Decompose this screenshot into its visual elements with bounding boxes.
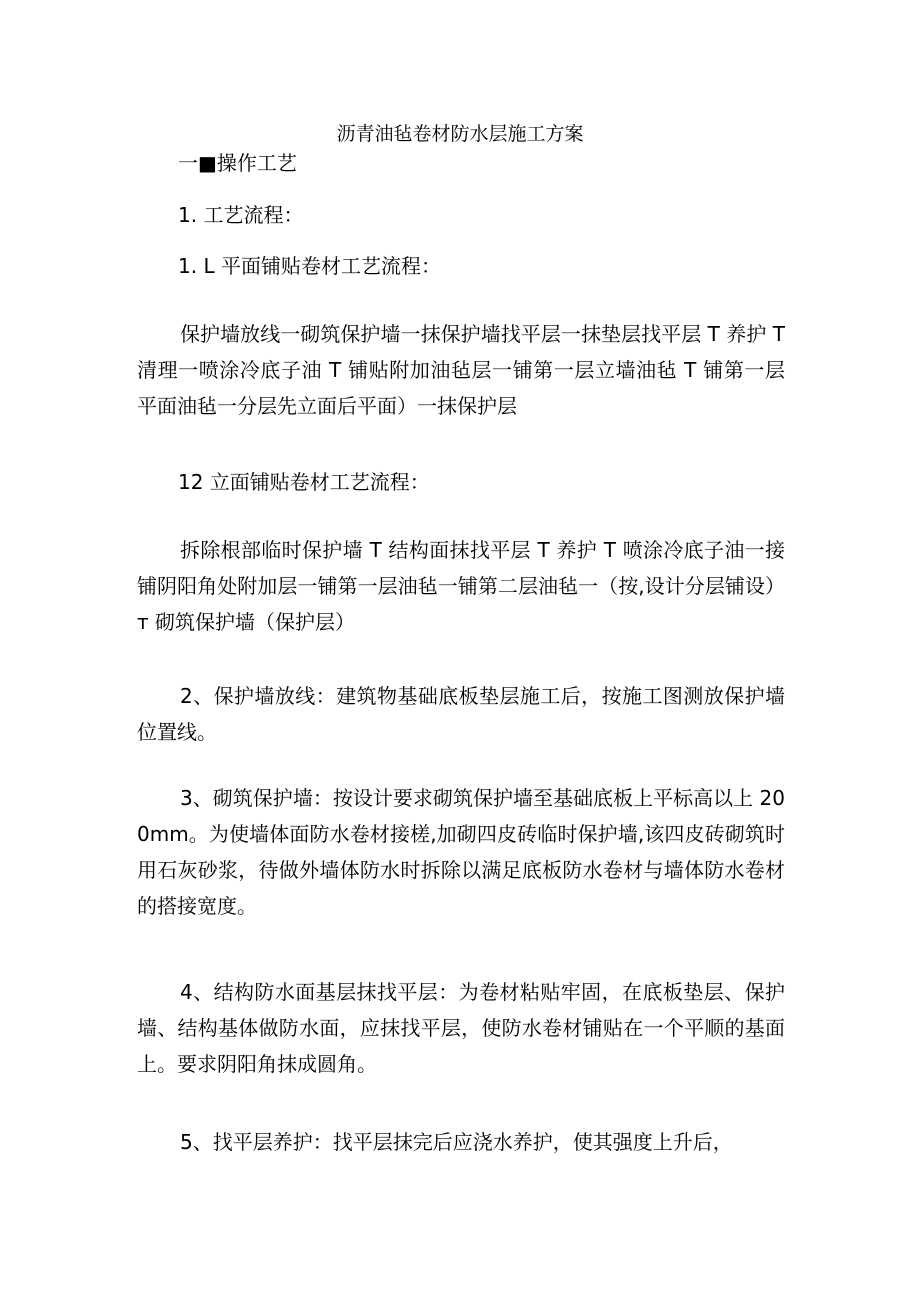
paragraph-plane-flow: 保护墙放线一砌筑保护墙一抹保护墙找平层一抹垫层找平层 T 养护 T 清理一喷涂冷底子油 T 铺贴附加油毡层一铺第一层立墙油毡 T 铺第一层平面油毡一分层先立面后平面）一抹保护层 — [137, 322, 785, 418]
paragraph-step-3: 3、砌筑保护墙：按设计要求砌筑保护墙至基础底板上平标高以上 200mm。为使墙体面防水卷材接槎,加砌四皮砖临时保护墙,该四皮砖砌筑时用石灰砂浆，待做外墙体防水时拆除以满足底板防水卷材与墙体防水卷材的搭接宽度。 — [137, 786, 785, 918]
subheading-process-flow: 1. 工艺流程： — [178, 203, 304, 227]
subheading-plane-flow: 1. L 平面铺贴卷材工艺流程： — [178, 254, 441, 278]
paragraph-vertical-flow: 拆除根部临时保护墙 T 结构面抹找平层 T 养护 T 喷涂冷底子油一接铺阴阳角处附加层一铺第一层油毡一铺第二层油毡一（按,设计分层铺设）т 砌筑保护墙（保护层） — [137, 538, 785, 634]
document-title: 沥青油毡卷材防水层施工方案 — [336, 123, 584, 145]
paragraph-step-5: 5、找平层养护：找平层抹完后应浇水养护，使其强度上升后， — [180, 1130, 733, 1154]
paragraph-step-2: 2、保护墙放线：建筑物基础底板垫层施工后，按施工图测放保护墙位置线。 — [137, 684, 785, 744]
subheading-vertical-flow: 12 立面铺贴卷材工艺流程： — [178, 470, 430, 494]
section-heading: 一■操作工艺 — [178, 151, 297, 175]
paragraph-step-4: 4、结构防水面基层抹找平层：为卷材粘贴牢固，在底板垫层、保护墙、结构基体做防水面，应抹找平层，使防水卷材铺贴在一个平顺的基面上。要求阴阳角抹成圆角。 — [137, 980, 785, 1076]
